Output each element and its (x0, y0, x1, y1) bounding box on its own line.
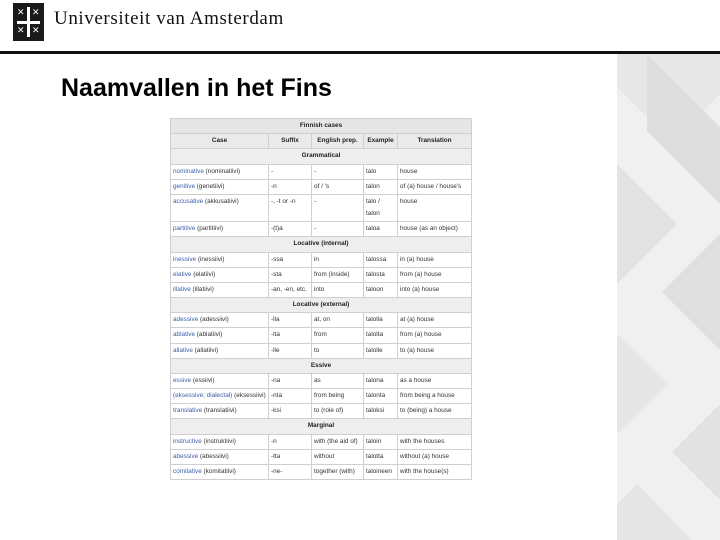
case-native-name: (nominatiivi) (203, 167, 241, 175)
case-native-name: (inessiivi) (196, 255, 225, 263)
table-row (171, 449, 472, 464)
crest-x-mark: ✕ (17, 26, 25, 36)
table-caption: Finnish cases (171, 119, 472, 134)
suffix-cell: -ne- (269, 464, 312, 479)
table-row (171, 389, 472, 404)
english-prep-cell: in (312, 252, 364, 267)
suffix-cell: -ksi (269, 404, 312, 419)
english-prep-cell: to (312, 343, 364, 358)
column-header: Example (364, 134, 398, 149)
translation-cell: without (a) house (398, 449, 472, 464)
case-cell (171, 328, 269, 343)
example-cell: talosta (364, 267, 398, 282)
case-link[interactable]: partitive (173, 225, 196, 233)
case-link[interactable]: instructive (173, 437, 202, 445)
translation-cell: house (as an object) (398, 222, 472, 237)
translation-cell: in (a) house (398, 252, 472, 267)
translation-cell: from (a) house (398, 267, 472, 282)
case-cell (171, 179, 269, 194)
case-link[interactable]: allative (173, 346, 193, 354)
case-cell (171, 252, 269, 267)
table-row (171, 222, 472, 237)
case-native-name: (allatiivi) (192, 346, 219, 354)
translation-cell: house (398, 164, 472, 179)
section-header-row (171, 419, 472, 434)
uva-crest-icon (13, 3, 44, 41)
example-cell: talo / talon (364, 194, 398, 221)
example-cell: talonta (364, 389, 398, 404)
case-cell (171, 194, 269, 221)
english-prep-cell: - (312, 222, 364, 237)
case-native-name: (illatiivi) (190, 285, 214, 293)
translation-cell: from being a house (398, 389, 472, 404)
english-prep-cell: from (inside) (312, 267, 364, 282)
table-row (171, 373, 472, 388)
case-native-name: (ablatiivi) (195, 331, 223, 339)
english-prep-cell: from being (312, 389, 364, 404)
translation-cell: of (a) house / house's (398, 179, 472, 194)
header-rule (0, 51, 720, 54)
english-prep-cell: as (312, 373, 364, 388)
english-prep-cell: at, on (312, 313, 364, 328)
case-native-name: (akkusatiivi) (203, 197, 239, 205)
table-row (171, 343, 472, 358)
case-cell (171, 343, 269, 358)
case-link[interactable]: inessive (173, 255, 197, 263)
section-header: Locative (external) (171, 298, 472, 313)
crest-x-mark: ✕ (17, 8, 25, 18)
translation-cell: at (a) house (398, 313, 472, 328)
suffix-cell: - (269, 164, 312, 179)
example-cell: taloineen (364, 464, 398, 479)
table-row (171, 194, 472, 221)
suffix-cell: -lle (269, 343, 312, 358)
table-row (171, 252, 472, 267)
section-header-row (171, 237, 472, 252)
example-cell: talon (364, 179, 398, 194)
table-header-row (171, 134, 472, 149)
case-native-name: (elatiivi) (191, 270, 216, 278)
case-native-name: (adessiivi) (198, 316, 229, 324)
translation-cell: house (398, 194, 472, 221)
section-header-row (171, 358, 472, 373)
suffix-cell: -an, -en, etc. (269, 282, 312, 297)
case-link[interactable]: comitative (173, 467, 202, 475)
case-link[interactable]: nominative (173, 167, 204, 175)
crest-x-mark: ✕ (32, 26, 40, 36)
case-link[interactable]: translative (173, 407, 203, 415)
column-header: Case (171, 134, 269, 149)
table-row (171, 313, 472, 328)
example-cell: talolta (364, 328, 398, 343)
case-link[interactable]: elative (173, 270, 192, 278)
example-cell: talona (364, 373, 398, 388)
suffix-cell: -nta (269, 389, 312, 404)
case-cell (171, 282, 269, 297)
case-link[interactable]: essive (173, 376, 192, 384)
case-link[interactable]: genitive (173, 182, 196, 190)
english-prep-cell: to (role of) (312, 404, 364, 419)
case-cell (171, 464, 269, 479)
example-cell: taloa (364, 222, 398, 237)
example-cell: talo (364, 164, 398, 179)
case-cell (171, 222, 269, 237)
slide-title: Naamvallen in het Fins (61, 74, 332, 102)
case-cell (171, 267, 269, 282)
suffix-cell: -lla (269, 313, 312, 328)
section-header: Locative (internal) (171, 237, 472, 252)
case-cell (171, 449, 269, 464)
english-prep-cell: of / 's (312, 179, 364, 194)
case-cell (171, 164, 269, 179)
suffix-cell: -na (269, 373, 312, 388)
case-native-name: (komitatiivi) (201, 467, 236, 475)
english-prep-cell: from (312, 328, 364, 343)
english-prep-cell: together (with) (312, 464, 364, 479)
table-row (171, 179, 472, 194)
table-row (171, 464, 472, 479)
suffix-cell: -sta (269, 267, 312, 282)
english-prep-cell: - (312, 164, 364, 179)
case-native-name: (partitiivi) (195, 225, 224, 233)
english-prep-cell: without (312, 449, 364, 464)
case-link[interactable]: abessive (173, 452, 199, 460)
case-cell (171, 389, 269, 404)
english-prep-cell: into (312, 282, 364, 297)
suffix-cell: -n (269, 179, 312, 194)
column-header: English prep. (312, 134, 364, 149)
section-header: Marginal (171, 419, 472, 434)
suffix-cell: -tta (269, 449, 312, 464)
university-name: Universiteit van Amsterdam (54, 8, 284, 29)
translation-cell: with the houses (398, 434, 472, 449)
crest-x-mark: ✕ (32, 8, 40, 18)
case-native-name: (abessiivi) (198, 452, 229, 460)
case-link[interactable]: illative (173, 285, 191, 293)
translation-cell: as a house (398, 373, 472, 388)
case-native-name: (eksessiivi) (232, 392, 266, 400)
english-prep-cell: - (312, 194, 364, 221)
translation-cell: to (being) a house (398, 404, 472, 419)
translation-cell: into (a) house (398, 282, 472, 297)
crest-cross-horizontal (17, 21, 40, 24)
case-native-name: (instruktiivi) (201, 437, 236, 445)
section-header-row (171, 298, 472, 313)
section-header: Grammatical (171, 149, 472, 164)
section-header-row (171, 149, 472, 164)
case-link[interactable]: (eksessive; dialectal) (173, 392, 233, 400)
table-caption-row (171, 119, 472, 134)
column-header: Translation (398, 134, 472, 149)
example-cell: taloksi (364, 404, 398, 419)
suffix-cell: -(t)a (269, 222, 312, 237)
translation-cell: with the house(s) (398, 464, 472, 479)
suffix-cell: -, -t or -n (269, 194, 312, 221)
example-cell: talossa (364, 252, 398, 267)
finnish-cases-table (170, 118, 472, 480)
case-cell (171, 313, 269, 328)
example-cell: taloon (364, 282, 398, 297)
case-native-name: (essiivi) (191, 376, 215, 384)
example-cell: taloin (364, 434, 398, 449)
english-prep-cell: with (the aid of) (312, 434, 364, 449)
suffix-cell: -n (269, 434, 312, 449)
section-header: Essive (171, 358, 472, 373)
example-cell: talolla (364, 313, 398, 328)
suffix-cell: -ssa (269, 252, 312, 267)
example-cell: talotta (364, 449, 398, 464)
table-row (171, 404, 472, 419)
case-native-name: (translatiivi) (202, 407, 237, 415)
table-row (171, 328, 472, 343)
case-cell (171, 404, 269, 419)
case-cell (171, 373, 269, 388)
table-row (171, 267, 472, 282)
decorative-band (617, 54, 720, 540)
table-row (171, 282, 472, 297)
case-native-name: (genetiivi) (195, 182, 225, 190)
column-header: Suffix (269, 134, 312, 149)
case-link[interactable]: ablative (173, 331, 196, 339)
case-link[interactable]: adessive (173, 316, 199, 324)
table-row (171, 164, 472, 179)
table-row (171, 434, 472, 449)
example-cell: talolle (364, 343, 398, 358)
case-cell (171, 434, 269, 449)
suffix-cell: -lta (269, 328, 312, 343)
case-link[interactable]: accusative (173, 197, 204, 205)
translation-cell: from (a) house (398, 328, 472, 343)
translation-cell: to (a) house (398, 343, 472, 358)
